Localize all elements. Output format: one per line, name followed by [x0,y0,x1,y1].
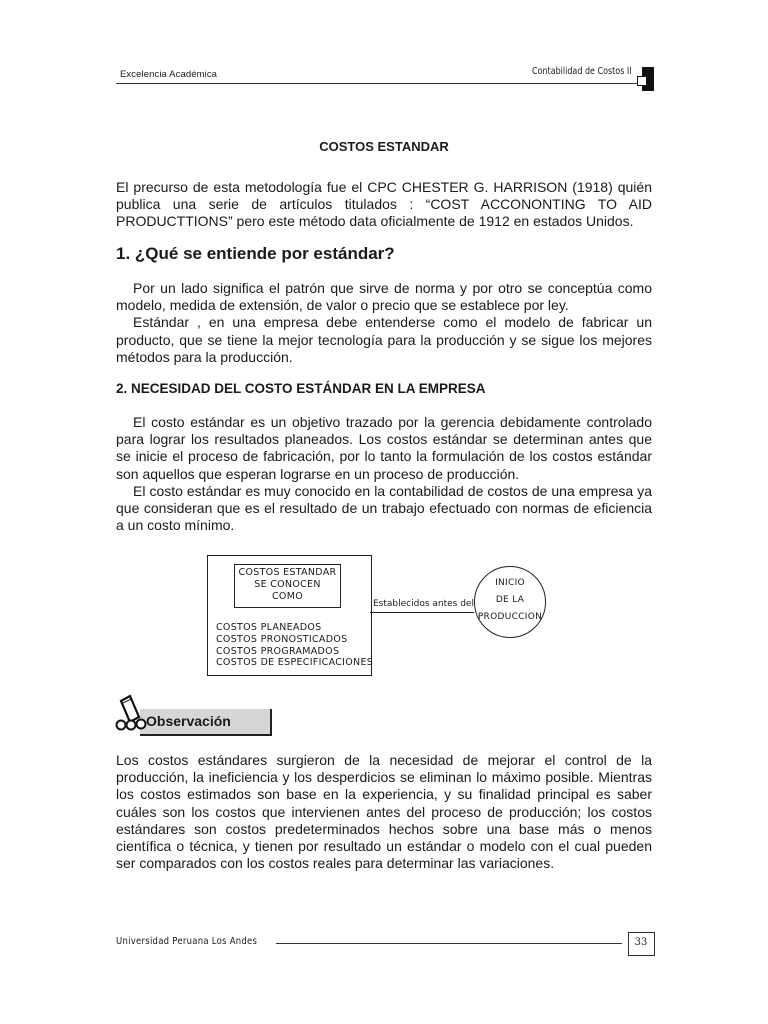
diagram-list-item: COSTOS PROGRAMADOS [216,645,340,657]
diagram-list-item: COSTOS PLANEADOS [216,622,322,633]
diagram-connector-line [370,612,474,613]
header-right-text: Contabilidad de Costos II [532,66,632,77]
section2-paragraph-1: El costo estándar es un objetivo trazado por la gerencia debidamente controlado para lograr los resultados planeados. Los costos estándar se determinan antes que se inicie el proceso de fabricación, por lo tanto la formulación de los costos estándar son aquellos que esperan lograrse en un proceso de producción. [116,414,652,482]
section2-paragraph-2: El costo estándar es muy conocido en la contabilidad de costos de una empresa ya que consideran que es el resultado de un trabajo efectuado con normas de eficiencia a un costo mínimo. [116,482,652,534]
header-tab-notch [637,76,647,86]
observation-note-icon [111,693,151,733]
diagram-list-item: COSTOS PRONOSTICADOS [216,633,348,645]
diagram-cost-list [216,622,373,669]
diagram-connector-label: Establecidos antes del [373,599,474,609]
header-rule [116,83,638,84]
diagram-circle-line-1: INICIO [495,578,525,588]
section1-heading: 1. ¿Qué se entiende por estándar? [116,244,395,263]
diagram-list-item: COSTOS DE ESPECIFICACIONES [216,657,374,669]
header-left-text: Excelencia Académica [120,69,218,80]
diagram-inner-box [234,564,341,608]
observation-text: Los costos estándares surgieron de la necesidad de mejorar el control de la producción, la ineficiencia y los desperdicios se eliminan lo máximo posible. Mientras los costos estimados son base en la experiencia, y su finalidad principal es saber cuáles son los costos que intervienen antes del proceso de producción; los costos estándares son costos predeterminados hechos sobre una base más o menos científica o técnica, y tienen por resultado un estándar o modelo con el cual pueden ser comparados con los costos reales para determinar las variaciones. [116,752,652,872]
intro-paragraph [116,179,652,231]
diagram-inner-line-2: SE CONOCEN [254,579,321,590]
diagram-circle-line-3: PRODUCCION [477,612,543,622]
diagram-inner-line-3: COMO [272,591,303,602]
page-number: 33 [634,937,648,948]
diagram-circle-line-2: DE LA [495,595,525,605]
footer-rule [276,943,622,944]
section1-paragraph-2: Estándar , en una empresa debe entenderse como el modelo de fabricar un producto, que se tiene la mejor tecnología para la producción y se sigue los mejores métodos para la producción. [116,314,652,365]
intro-text: El precurso de esta metodología fue el CPC CHESTER G. HARRISON (1918) quién publica una serie de artículos titulados : “COST ACCONONTING TO AID PRODUCTTIONS” pero este método data oficialmente de 1912 en estados Unidos. [116,179,652,230]
section2-heading: 2. NECESIDAD DEL COSTO ESTÁNDAR EN LA EMPRESA [116,381,486,396]
page-title: COSTOS ESTANDAR [319,139,449,154]
section1-paragraph-1: Por un lado significa el patrón que sirve de norma y por otro se conceptúa como modelo, medida de extensión, de valor o precio que se establece por ley. [116,280,652,314]
section1-body [116,280,652,366]
observation-label: Observación [146,713,231,729]
observation-body [116,752,652,872]
diagram-inner-line-1: COSTOS ESTANDAR [238,567,337,578]
diagram-circle-text [474,575,546,626]
section2-body [116,414,652,534]
footer-university: Universidad Peruana Los Andes [116,936,258,947]
